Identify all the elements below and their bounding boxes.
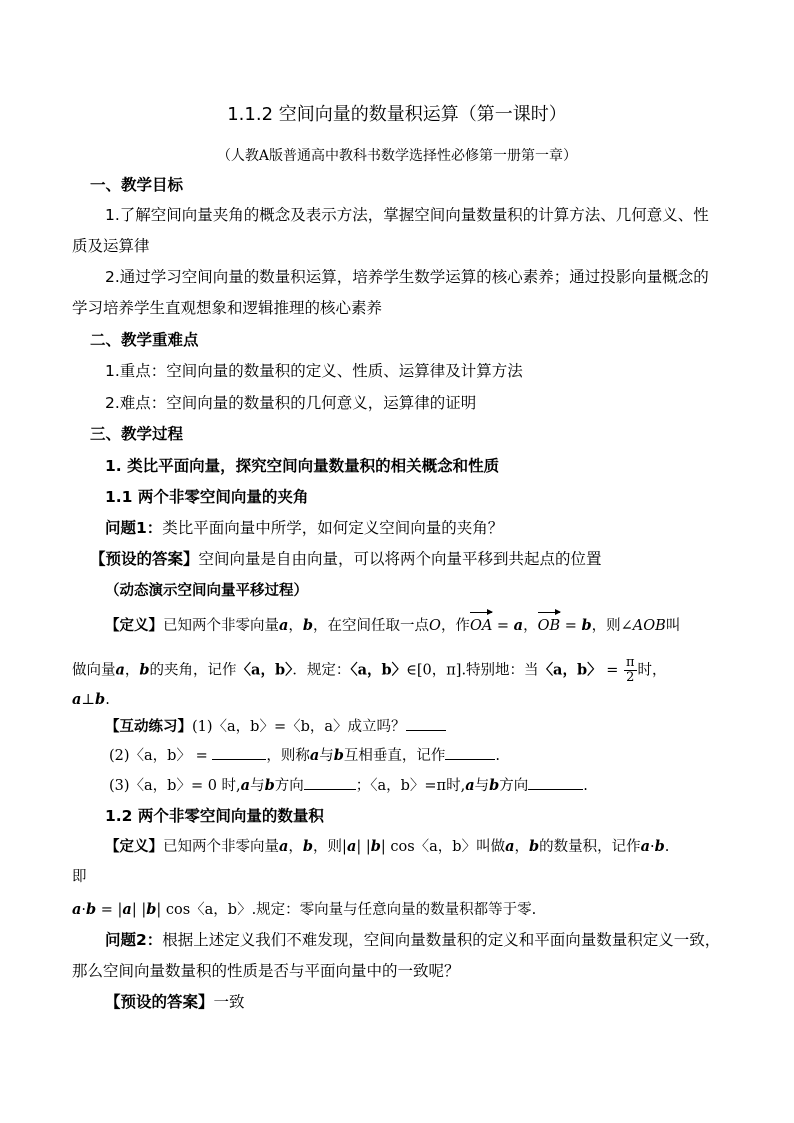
definition-dot-line1: 【定义】已知两个非零向量a，b，则|a| |b| cos〈a，b〉叫做a，b的数量积，记作a·b.	[105, 838, 670, 855]
answer-2-label: 【预设的答案】	[105, 993, 214, 1011]
section-heading-objectives: 一、教学目标	[90, 176, 184, 194]
document-title: 1.1.2 空间向量的数量积运算（第一课时）	[227, 104, 567, 125]
practice-3: (3)〈a，b〉= 0 时,a与b方向 ；〈a，b〉=π时,a与b方向 .	[109, 777, 588, 794]
objective-1-line1: 1.了解空间向量夹角的概念及表示方法，掌握空间向量数量积的计算方法、几何意义、性	[105, 206, 709, 224]
objective-1-line2: 质及运算律	[72, 237, 150, 255]
vector-oa: OA	[470, 615, 492, 637]
answer-1-text: 空间向量是自由向量，可以将两个向量平移到共起点的位置	[198, 550, 602, 568]
question-2-text: 根据上述定义我们不难发现，空间向量数量积的定义和平面向量数量积定义一致，	[162, 931, 721, 949]
blank-3	[445, 745, 495, 760]
section-heading-key-points: 二、教学重难点	[90, 331, 199, 349]
question-1-text: 类比平面向量中所学，如何定义空间向量的夹角？	[162, 519, 504, 537]
key-point: 1.重点：空间向量的数量积的定义、性质、运算律及计算方法	[105, 362, 523, 380]
answer-2	[105, 991, 245, 1013]
definition-dot-formula: a·b = |a| |b| cos〈a，b〉.规定：零向量与任意向量的数量积都等于零.	[72, 901, 537, 918]
difficult-point: 2.难点：空间向量的数量积的几何意义，运算律的证明	[105, 394, 477, 412]
blank-4	[304, 775, 356, 790]
practice-label: 【互动练习】	[105, 718, 192, 735]
document-subtitle: （人教A版普通高中教科书数学选择性必修第一册第一章）	[216, 148, 578, 164]
definition-label-2: 【定义】	[105, 838, 163, 855]
subsection-heading-1: 1. 类比平面向量，探究空间向量数量积的相关概念和性质	[105, 457, 500, 475]
subsection-heading-1-1: 1.1 两个非零空间向量的夹角	[105, 488, 309, 506]
demo-note: （动态演示空间向量平移过程）	[105, 582, 308, 599]
question-1	[105, 517, 503, 539]
blank-1	[406, 716, 446, 731]
blank-2	[212, 745, 266, 760]
answer-2-text: 一致	[213, 993, 245, 1011]
question-2-line1	[105, 929, 720, 951]
objective-2-line2: 学习培养学生直观想象和逻辑推理的核心素养	[72, 299, 383, 317]
subsection-heading-1-2: 1.2 两个非零空间向量的数量积	[105, 807, 324, 825]
fraction-pi-over-2: $\frac{\pi}{2}$	[625, 655, 635, 685]
definition-angle-line3: a⊥b.	[72, 691, 110, 708]
blank-5	[528, 775, 583, 790]
question-2-label: 问题2：	[105, 931, 163, 949]
question-2-line2: 那么空间向量数量积的性质是否与平面向量中的一致呢？	[72, 962, 460, 980]
practice-2: (2)〈a，b〉 = ，则称a与b互相垂直，记作 .	[109, 747, 500, 764]
practice-1: 【互动练习】(1)〈a，b〉=〈b，a〉成立吗？	[105, 716, 446, 738]
section-heading-process: 三、教学过程	[90, 425, 184, 443]
vector-ob: OB	[538, 615, 561, 637]
definition-angle-line2: 做向量a，b的夹角，记作〈a，b〉．规定：〈a，b〉∈[0，π].特别地：当〈a，b〉 = $\frac{\pi}{2}$ 时，	[72, 655, 667, 685]
definition-angle-line1: 【定义】已知两个非零向量a，b，在空间任取一点O，作OA = a，OB = b，则∠AOB叫	[105, 615, 680, 637]
answer-1-label: 【预设的答案】	[90, 550, 199, 568]
definition-label: 【定义】	[105, 617, 163, 634]
question-1-label: 问题1：	[105, 519, 163, 537]
objective-2-line1: 2.通过学习空间向量的数量积运算，培养学生数学运算的核心素养；通过投影向量概念的	[105, 268, 709, 286]
definition-dot-line2: 即	[72, 869, 87, 885]
answer-1	[90, 548, 602, 570]
